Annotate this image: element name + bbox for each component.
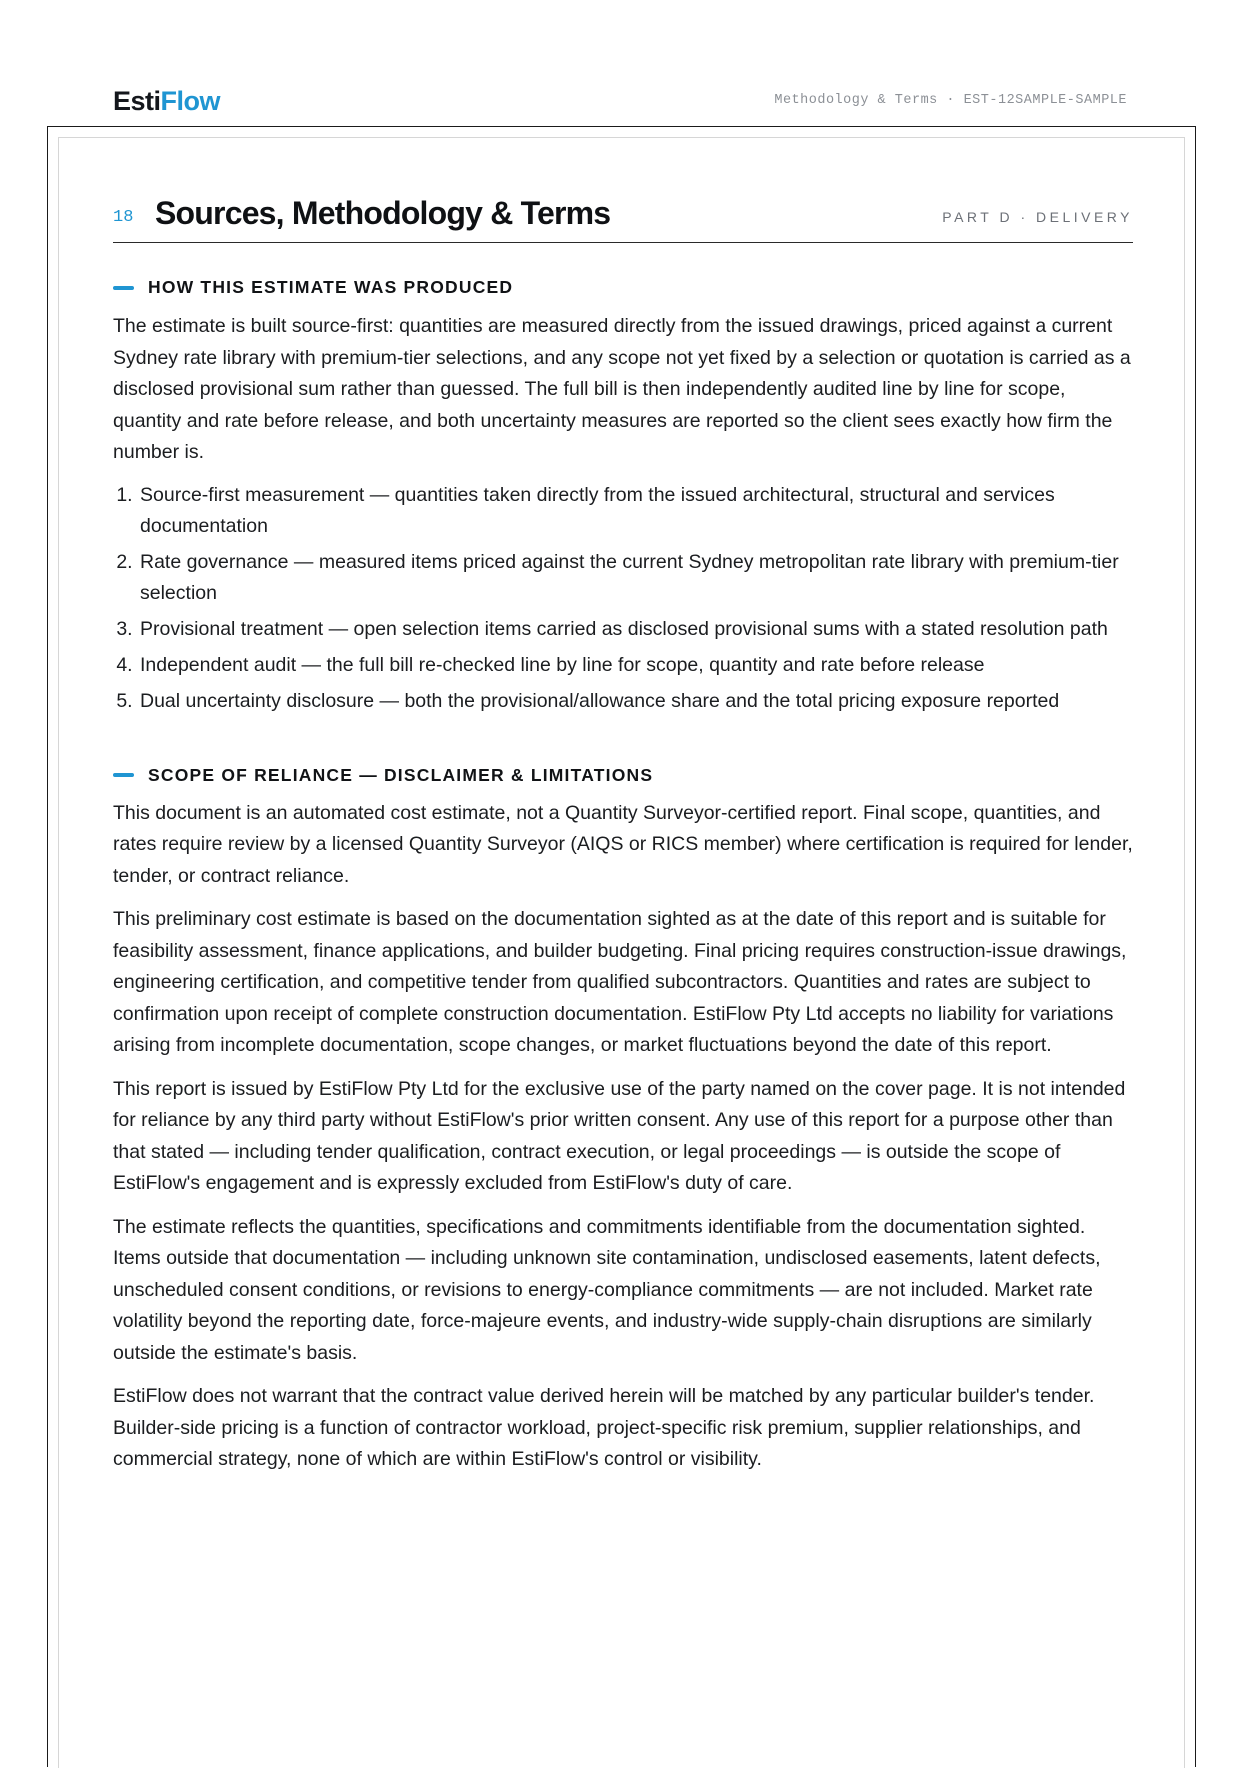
subsection-heading-how [113,277,1133,298]
document-reference: Methodology & Terms · EST-12SAMPLE-SAMPLE [774,93,1127,108]
how-intro-paragraph: The estimate is built source-first: quantities are measured directly from the issued drawings, priced against a current Sydney rate library with premium-tier selections, and any scope not yet fixed by a selection or quotation is carried as a disclosed provisional sum rather than guessed. The full bill is then independently audited line by line for scope, quantity and rate before release, and both uncertainty measures are reported so the client sees exactly how firm the number is. [113,315,1131,463]
scope-paragraph: This document is an automated cost estimate, not a Quantity Surveyor-certified report. Final scope, quantities, and rates require review by a licensed Quantity Surveyor (AIQS or RICS member) where certification is required for lender, tender, or contract reliance. [113,801,1133,887]
heading-accent-bar [113,773,134,777]
subsection-heading-scope [113,765,1133,786]
scope-paragraph: This report is issued by EstiFlow Pty Ltd for the exclusive use of the party named on the cover page. It is not intended for reliance by any third party without EstiFlow's prior written consent. Any use of this report for a purpose other than that stated — including tender qualification, contract execution, or legal proceedings — is outside the scope of EstiFlow's engagement and is expressly excluded from EstiFlow's duty of care. [113,1077,1126,1194]
list-item: 1. Source-first measurement — quantities taken directly from the issued architectural, structural and services documentation [138,480,1133,542]
section-title: Sources, Methodology & Terms [155,195,611,231]
list-item: 4. Independent audit — the full bill re-checked line by line for scope, quantity and rate before release [138,650,1133,681]
scope-paragraph: EstiFlow does not warrant that the contract value derived herein will be matched by any particular builder's tender. Builder-side pricing is a function of contractor workload, project-specific risk premium, supplier relationships, and commercial strategy, none of which are within EstiFlow's control or visibility. [113,1385,1095,1470]
scope-paragraph: This preliminary cost estimate is based on the documentation sighted as at the date of this report and is suitable for feasibility assessment, finance applications, and builder budgeting. Final pricing requires construction-issue drawings, engineering certification, and competitive tender from qualified subcontractors. Quantities and rates are subject to confirmation upon receipt of complete construction documentation. EstiFlow Pty Ltd accepts no liability for variations arising from incomplete documentation, scope changes, or market fluctuations beyond the date of this report. [113,908,1127,1056]
logo-text-flow: Flow [160,86,221,116]
logo-text-esti: Esti [113,86,161,116]
list-item: 2. Rate governance — measured items priced against the current Sydney metropolitan rate library with premium-tier selection [138,547,1133,609]
heading-accent-bar [113,286,134,290]
list-item: 3. Provisional treatment — open selection items carried as disclosed provisional sums with a stated resolution path [138,614,1133,645]
section-part-label: PART D · DELIVERY [942,209,1133,225]
list-item: 5. Dual uncertainty disclosure — both the provisional/allowance share and the total pricing exposure reported [138,686,1133,717]
methodology-steps-list [113,480,1133,717]
subsection-title-how: HOW THIS ESTIMATE WAS PRODUCED [148,277,514,297]
section-number: 18 [113,208,134,227]
page-content [113,190,1133,1476]
section-header [113,190,1133,243]
estiflow-logo [113,86,220,117]
subsection-title-scope: SCOPE OF RELIANCE — DISCLAIMER & LIMITATIONS [148,764,654,785]
scope-paragraph: The estimate reflects the quantities, specifications and commitments identifiable from the documentation sighted. Items outside that documentation — including unknown site contamination, undisclosed easements, latent defects, unscheduled consent conditions, or revisions to energy-compliance commitments — are not included. Market rate volatility beyond the reporting date, force-majeure events, and industry-wide supply-chain disruptions are similarly outside the estimate's basis. [113,1215,1101,1364]
page-header [113,84,1127,124]
